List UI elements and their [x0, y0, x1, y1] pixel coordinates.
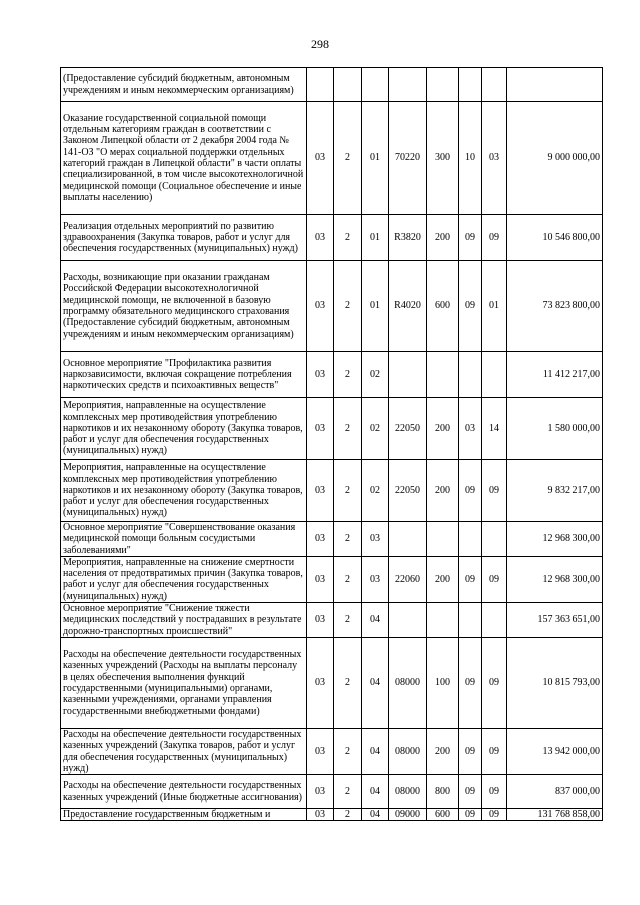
expense-type-code: 600	[427, 261, 459, 352]
section-code: 09	[459, 215, 482, 261]
section-code: 09	[459, 460, 482, 522]
section-code: 09	[459, 261, 482, 352]
main-activity-code: 04	[362, 775, 389, 809]
amount-cell: 837 000,00	[507, 775, 603, 809]
main-activity-code: 02	[362, 460, 389, 522]
direction-code	[389, 603, 427, 638]
program-code: 03	[307, 603, 334, 638]
table-row	[61, 775, 603, 809]
amount-cell: 1 580 000,00	[507, 398, 603, 460]
subsection-code: 01	[482, 261, 507, 352]
budget-table	[60, 67, 603, 821]
program-code: 03	[307, 398, 334, 460]
table-row	[61, 637, 603, 728]
program-code: 03	[307, 728, 334, 774]
amount-cell: 12 968 300,00	[507, 556, 603, 602]
direction-code: 22050	[389, 398, 427, 460]
amount-cell: 9 832 217,00	[507, 460, 603, 522]
program-code: 03	[307, 637, 334, 728]
subprogram-code: 2	[334, 215, 362, 261]
subsection-code: 09	[482, 637, 507, 728]
table-body	[61, 68, 603, 821]
expense-type-code	[427, 352, 459, 398]
subsection-code	[482, 352, 507, 398]
subprogram-code: 2	[334, 728, 362, 774]
direction-code: 08000	[389, 637, 427, 728]
program-code: 03	[307, 102, 334, 215]
main-activity-code: 02	[362, 352, 389, 398]
row-description: Расходы на обеспечение деятельности государственных казенных учреждений (Иные бюджетные ассигнования)	[61, 775, 307, 809]
amount-cell: 73 823 800,00	[507, 261, 603, 352]
program-code: 03	[307, 809, 334, 821]
expense-type-code: 200	[427, 460, 459, 522]
amount-cell	[507, 68, 603, 102]
main-activity-code: 03	[362, 522, 389, 557]
table-row	[61, 460, 603, 522]
expense-type-code	[427, 522, 459, 557]
main-activity-code: 04	[362, 603, 389, 638]
program-code: 03	[307, 775, 334, 809]
amount-cell: 9 000 000,00	[507, 102, 603, 215]
expense-type-code: 600	[427, 809, 459, 821]
subsection-code: 14	[482, 398, 507, 460]
table-row	[61, 728, 603, 774]
main-activity-code: 03	[362, 556, 389, 602]
table-row	[61, 603, 603, 638]
row-description: Основное мероприятие "Профилактика развития наркозависимости, включая сокращение потребления наркотических средств и психоактивных веществ"	[61, 352, 307, 398]
expense-type-code: 200	[427, 728, 459, 774]
table-row	[61, 68, 603, 102]
section-code: 10	[459, 102, 482, 215]
program-code: 03	[307, 215, 334, 261]
program-code: 03	[307, 261, 334, 352]
direction-code	[389, 522, 427, 557]
section-code	[459, 68, 482, 102]
direction-code	[389, 68, 427, 102]
direction-code: 08000	[389, 775, 427, 809]
subsection-code: 03	[482, 102, 507, 215]
section-code: 09	[459, 637, 482, 728]
row-description: Расходы на обеспечение деятельности государственных казенных учреждений (Расходы на выплаты персоналу в целях обеспечения выполнения функций государственными (муниципальными) органами, казенными учреждениями, органами управления государственными внебюджетными фондами)	[61, 637, 307, 728]
main-activity-code: 02	[362, 398, 389, 460]
main-activity-code: 01	[362, 102, 389, 215]
table-row	[61, 352, 603, 398]
main-activity-code: 01	[362, 215, 389, 261]
section-code: 03	[459, 398, 482, 460]
section-code: 09	[459, 775, 482, 809]
amount-cell: 11 412 217,00	[507, 352, 603, 398]
direction-code: 70220	[389, 102, 427, 215]
page-number: 298	[311, 37, 329, 51]
expense-type-code: 200	[427, 556, 459, 602]
row-description: Оказание государственной социальной помощи отдельным категориям граждан в соответствии с Законом Липецкой области от 2 декабря 2004 года № 141-ОЗ "О мерах социальной поддержки отдельных категорий граждан в Липецкой области" в части оплаты специализированной, в том числе высокотехнологичной медицинской помощи (Социальное обеспечение и иные выплаты населению)	[61, 102, 307, 215]
section-code	[459, 603, 482, 638]
row-description: Основное мероприятие "Снижение тяжести медицинских последствий у пострадавших в результате дорожно-транспортных происшествий"	[61, 603, 307, 638]
subsection-code: 09	[482, 809, 507, 821]
amount-cell: 13 942 000,00	[507, 728, 603, 774]
main-activity-code: 04	[362, 728, 389, 774]
expense-type-code	[427, 68, 459, 102]
subprogram-code: 2	[334, 556, 362, 602]
row-description: Реализация отдельных мероприятий по развитию здравоохранения (Закупка товаров, работ и услуг для обеспечения государственных (муниципальных) нужд)	[61, 215, 307, 261]
subsection-code	[482, 603, 507, 638]
section-code	[459, 352, 482, 398]
subsection-code: 09	[482, 556, 507, 602]
expense-type-code: 300	[427, 102, 459, 215]
direction-code: R3820	[389, 215, 427, 261]
subprogram-code: 2	[334, 102, 362, 215]
subsection-code: 09	[482, 215, 507, 261]
subprogram-code: 2	[334, 261, 362, 352]
subsection-code: 09	[482, 460, 507, 522]
subprogram-code: 2	[334, 352, 362, 398]
row-description: Мероприятия, направленные на осуществление комплексных мер противодействия употреблению наркотиков и их незаконному обороту (Закупка товаров, работ и услуг для обеспечения государственных (муниципальных) нужд)	[61, 460, 307, 522]
table-row	[61, 261, 603, 352]
expense-type-code: 200	[427, 215, 459, 261]
subprogram-code: 2	[334, 460, 362, 522]
row-description: Расходы, возникающие при оказании гражданам Российской Федерации высокотехнологичной медицинской помощи, не включенной в базовую программу обязательного медицинского страхования (Предоставление субсидий бюджетным, автономным учреждениям и иным некоммерческим организациям)	[61, 261, 307, 352]
program-code: 03	[307, 352, 334, 398]
table-row	[61, 809, 603, 821]
subprogram-code: 2	[334, 775, 362, 809]
direction-code: 22060	[389, 556, 427, 602]
main-activity-code: 04	[362, 637, 389, 728]
subprogram-code: 2	[334, 637, 362, 728]
direction-code: R4020	[389, 261, 427, 352]
expense-type-code: 200	[427, 398, 459, 460]
table-row	[61, 556, 603, 602]
program-code: 03	[307, 522, 334, 557]
table-row	[61, 522, 603, 557]
amount-cell: 10 815 793,00	[507, 637, 603, 728]
subsection-code: 09	[482, 775, 507, 809]
direction-code	[389, 352, 427, 398]
expense-type-code: 800	[427, 775, 459, 809]
amount-cell: 157 363 651,00	[507, 603, 603, 638]
direction-code: 09000	[389, 809, 427, 821]
row-description: Расходы на обеспечение деятельности государственных казенных учреждений (Закупка товаров, работ и услуг для обеспечения государственных (муниципальных) нужд)	[61, 728, 307, 774]
program-code: 03	[307, 460, 334, 522]
subprogram-code: 2	[334, 809, 362, 821]
section-code	[459, 522, 482, 557]
row-description: Мероприятия, направленные на снижение смертности населения от предотвратимых причин (Закупка товаров, работ и услуг для обеспечения государственных (муниципальных) нужд)	[61, 556, 307, 602]
row-description: Мероприятия, направленные на осуществление комплексных мер противодействия употреблению наркотиков и их незаконному обороту (Закупка товаров, работ и услуг для обеспечения государственных (муниципальных) нужд)	[61, 398, 307, 460]
main-activity-code: 01	[362, 261, 389, 352]
table-row	[61, 398, 603, 460]
program-code: 03	[307, 556, 334, 602]
section-code: 09	[459, 556, 482, 602]
amount-cell: 12 968 300,00	[507, 522, 603, 557]
amount-cell: 10 546 800,00	[507, 215, 603, 261]
subprogram-code: 2	[334, 522, 362, 557]
subprogram-code: 2	[334, 398, 362, 460]
row-description: (Предоставление субсидий бюджетным, автономным учреждениям и иным некоммерческим организациям)	[61, 68, 307, 102]
subprogram-code	[334, 68, 362, 102]
main-activity-code	[362, 68, 389, 102]
subsection-code	[482, 522, 507, 557]
section-code: 09	[459, 809, 482, 821]
subsection-code	[482, 68, 507, 102]
expense-type-code: 100	[427, 637, 459, 728]
row-description: Основное мероприятие "Совершенствование оказания медицинской помощи больным сосудистыми заболеваниями"	[61, 522, 307, 557]
section-code: 09	[459, 728, 482, 774]
expense-type-code	[427, 603, 459, 638]
amount-cell: 131 768 858,00	[507, 809, 603, 821]
table-row	[61, 102, 603, 215]
table-row	[61, 215, 603, 261]
subprogram-code: 2	[334, 603, 362, 638]
main-activity-code: 04	[362, 809, 389, 821]
direction-code: 08000	[389, 728, 427, 774]
program-code	[307, 68, 334, 102]
row-description: Предоставление государственным бюджетным и	[61, 809, 307, 821]
direction-code: 22050	[389, 460, 427, 522]
subsection-code: 09	[482, 728, 507, 774]
